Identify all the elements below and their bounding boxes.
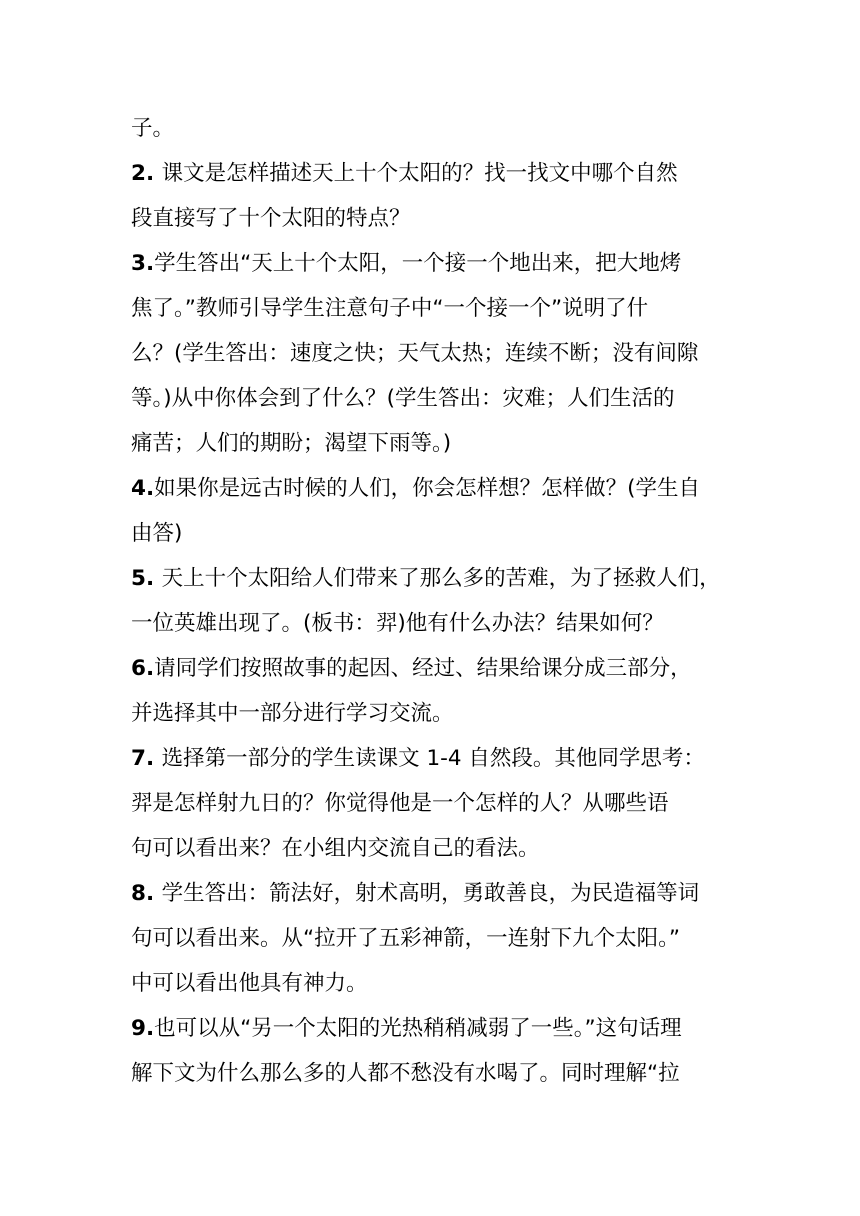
text-line	[131, 241, 741, 286]
item-number: 2.	[131, 161, 162, 186]
line-text: 请同学们按照故事的起因、经过、结果给课分成三部分，	[154, 656, 692, 681]
text-line	[131, 781, 741, 826]
text-line	[131, 736, 741, 781]
text-line	[131, 1006, 741, 1051]
item-number: 3.	[131, 251, 155, 276]
text-line	[131, 331, 741, 376]
line-text: 么？(学生答出：速度之快；天气太热；连续不断；没有间隙	[131, 341, 699, 366]
line-text: 羿是怎样射九日的？你觉得他是一个怎样的人？从哪些语	[131, 791, 669, 816]
item-number: 7.	[131, 746, 162, 771]
item-number: 8.	[131, 881, 162, 906]
line-text: 句可以看出来？在小组内交流自己的看法。	[131, 836, 540, 861]
line-text: 中可以看出他具有神力。	[131, 971, 368, 996]
line-text: 痛苦；人们的期盼；渴望下雨等。)	[131, 431, 452, 456]
line-text: 句可以看出来。从“拉开了五彩神箭，一连射下九个太阳。”	[131, 926, 681, 951]
text-line	[131, 466, 741, 511]
line-text: 子。	[131, 116, 175, 141]
text-line	[131, 286, 741, 331]
item-number: 6.	[131, 656, 155, 681]
line-text: 等。)从中你体会到了什么？(学生答出：灾难；人们生活的	[131, 386, 675, 411]
line-text: 选择第一部分的学生读课文 1-4 自然段。其他同学思考：	[161, 746, 705, 771]
text-line	[131, 826, 741, 871]
text-line	[131, 1051, 741, 1096]
text-line	[131, 691, 741, 736]
text-line	[131, 376, 741, 421]
line-text: 学生答出“天上十个太阳，一个接一个地出来，把大地烤	[154, 251, 682, 276]
text-line	[131, 556, 741, 601]
text-line	[131, 196, 741, 241]
text-line	[131, 961, 741, 1006]
line-text: 由答)	[131, 521, 183, 546]
line-text: 一位英雄出现了。(板书：羿)他有什么办法？结果如何？	[131, 611, 664, 636]
line-text: 解下文为什么那么多的人都不愁没有水喝了。同时理解“拉	[131, 1061, 680, 1086]
line-text: 课文是怎样描述天上十个太阳的？找一找文中哪个自然	[161, 161, 678, 186]
text-line	[131, 151, 741, 196]
text-line	[131, 601, 741, 646]
line-text: 如果你是远古时候的人们，你会怎样想？怎样做？(学生自	[154, 476, 701, 501]
text-line	[131, 106, 741, 151]
line-text: 并选择其中一部分进行学习交流。	[131, 701, 454, 726]
item-number: 5.	[131, 566, 162, 591]
text-line	[131, 421, 741, 466]
line-text: 段直接写了十个太阳的特点？	[131, 206, 411, 231]
line-text: 焦了。”教师引导学生注意句子中“一个接一个”说明了什	[131, 296, 649, 321]
text-line	[131, 511, 741, 556]
text-line	[131, 916, 741, 961]
line-text: 天上十个太阳给人们带来了那么多的苦难，为了拯救人们，	[161, 566, 721, 591]
line-text: 也可以从“另一个太阳的光热稍稍减弱了一些。”这句话理	[154, 1016, 682, 1041]
item-number: 9.	[131, 1016, 155, 1041]
text-line	[131, 646, 741, 691]
document-body	[131, 106, 741, 1096]
item-number: 4.	[131, 476, 155, 501]
text-line	[131, 871, 741, 916]
line-text: 学生答出：箭法好，射术高明，勇敢善良，为民造福等词	[161, 881, 700, 906]
